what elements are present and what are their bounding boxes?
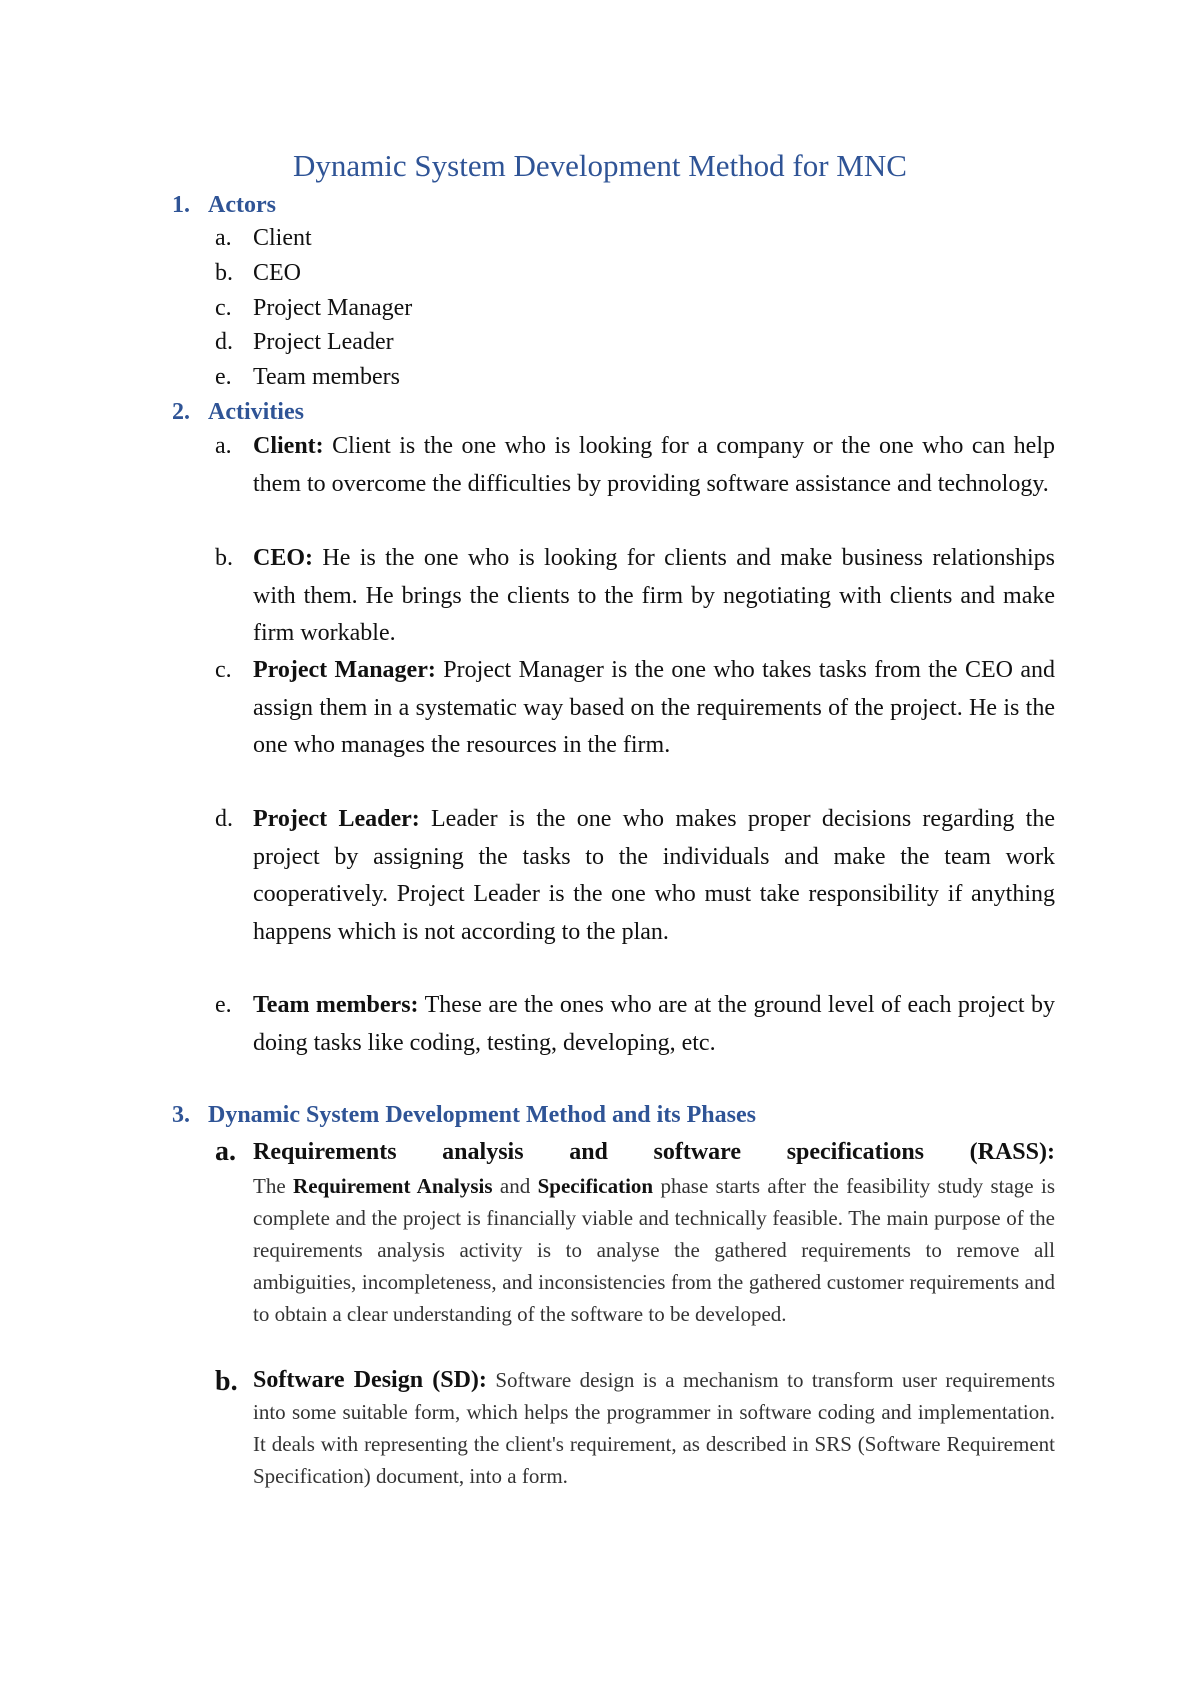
list-marker: c. xyxy=(215,657,232,683)
activity-item xyxy=(215,428,1055,503)
actor-item xyxy=(215,290,412,328)
activity-item xyxy=(215,987,1055,1062)
list-marker: e. xyxy=(215,364,232,390)
actor-item xyxy=(215,359,400,397)
phase-text-body: Software design is a mechanism to transform user requirements into some suitable form, which helps the programmer in software coding and implementation. It deals with representing the client's requirement, as described in SRS (Software Requirement Specification) document, into a form. xyxy=(253,1368,1056,1488)
section-actors-heading xyxy=(172,189,276,221)
phase-description xyxy=(253,1170,1055,1330)
phase-item-rass xyxy=(215,1134,1055,1330)
list-marker: e. xyxy=(215,992,232,1018)
section-phases-heading xyxy=(172,1099,756,1131)
actor-item xyxy=(215,220,312,258)
phase-description xyxy=(253,1364,1055,1492)
activity-term: CEO: xyxy=(253,545,313,571)
actor-text: Team members xyxy=(253,364,400,390)
activity-term: Project Leader: xyxy=(253,806,420,832)
list-marker: b. xyxy=(215,545,233,571)
activity-term: Client: xyxy=(253,433,324,459)
phase-bold-specification: Specification xyxy=(537,1174,654,1198)
activity-term: Team members: xyxy=(253,992,419,1018)
list-marker: a. xyxy=(215,225,232,251)
list-marker: c. xyxy=(215,295,232,321)
phase-text-mid: and xyxy=(492,1174,538,1198)
phase-item-sd xyxy=(215,1364,1055,1492)
list-marker: b. xyxy=(215,260,233,286)
phase-term: Requirements analysis and software specifications (RASS): xyxy=(253,1139,1055,1165)
activity-text: He is the one who is looking for clients and make business relationships with them. He brings the clients to the firm by negotiating with clients and make firm workable. xyxy=(253,545,1055,646)
activity-text: Project Manager is the one who takes tasks from the CEO and assign them in a systematic way based on the requirements of the project. He is the one who manages the resources in the firm. xyxy=(253,657,1055,758)
actor-text: Client xyxy=(253,225,312,251)
actor-item xyxy=(215,255,301,293)
activity-item xyxy=(215,652,1055,765)
section-title: Actors xyxy=(208,192,276,218)
section-title: Activities xyxy=(208,399,304,425)
activity-text: Leader is the one who makes proper decisions regarding the project by assigning the tasks to the individuals and make the team work cooperatively. Project Leader is the one who must take responsibility if anything happens which is not according to the plan. xyxy=(253,806,1055,945)
activity-text: Client is the one who is looking for a company or the one who can help them to overcome the difficulties by providing software assistance and technology. xyxy=(253,433,1055,497)
phase-text-prefix: The xyxy=(253,1174,294,1198)
activity-item xyxy=(215,540,1055,653)
document-title: Dynamic System Development Method for MNC xyxy=(293,148,907,183)
list-marker: a. xyxy=(215,433,232,459)
actor-text: Project Leader xyxy=(253,329,394,355)
section-number: 2. xyxy=(172,399,190,425)
section-activities-heading xyxy=(172,396,304,428)
phase-text-body: phase starts after the feasibility study stage is complete and the project is financially viable and technically feasible. The main purpose of the requirements analysis activity is to analyse the gathered requirements to remove all ambiguities, incompleteness, and inconsistencies from the gathered customer requirements and to obtain a clear understanding of the software to be developed. xyxy=(253,1174,1055,1326)
list-marker: a. xyxy=(215,1136,236,1167)
activity-item xyxy=(215,801,1055,951)
list-marker: d. xyxy=(215,329,233,355)
actor-text: Project Manager xyxy=(253,295,413,321)
phase-bold-requirement-analysis: Requirement Analysis xyxy=(293,1174,493,1198)
phase-term: Software Design (SD): xyxy=(253,1367,487,1393)
activity-term: Project Manager: xyxy=(253,657,436,683)
section-title: Dynamic System Development Method and its Phases xyxy=(208,1102,756,1128)
section-number: 3. xyxy=(172,1102,190,1128)
list-marker: b. xyxy=(215,1366,238,1397)
activity-text: These are the ones who are at the ground level of each project by doing tasks like coding, testing, developing, etc. xyxy=(253,992,1056,1056)
actor-item xyxy=(215,324,394,362)
list-marker: d. xyxy=(215,806,233,832)
actor-text: CEO xyxy=(253,260,301,286)
section-number: 1. xyxy=(172,192,190,218)
